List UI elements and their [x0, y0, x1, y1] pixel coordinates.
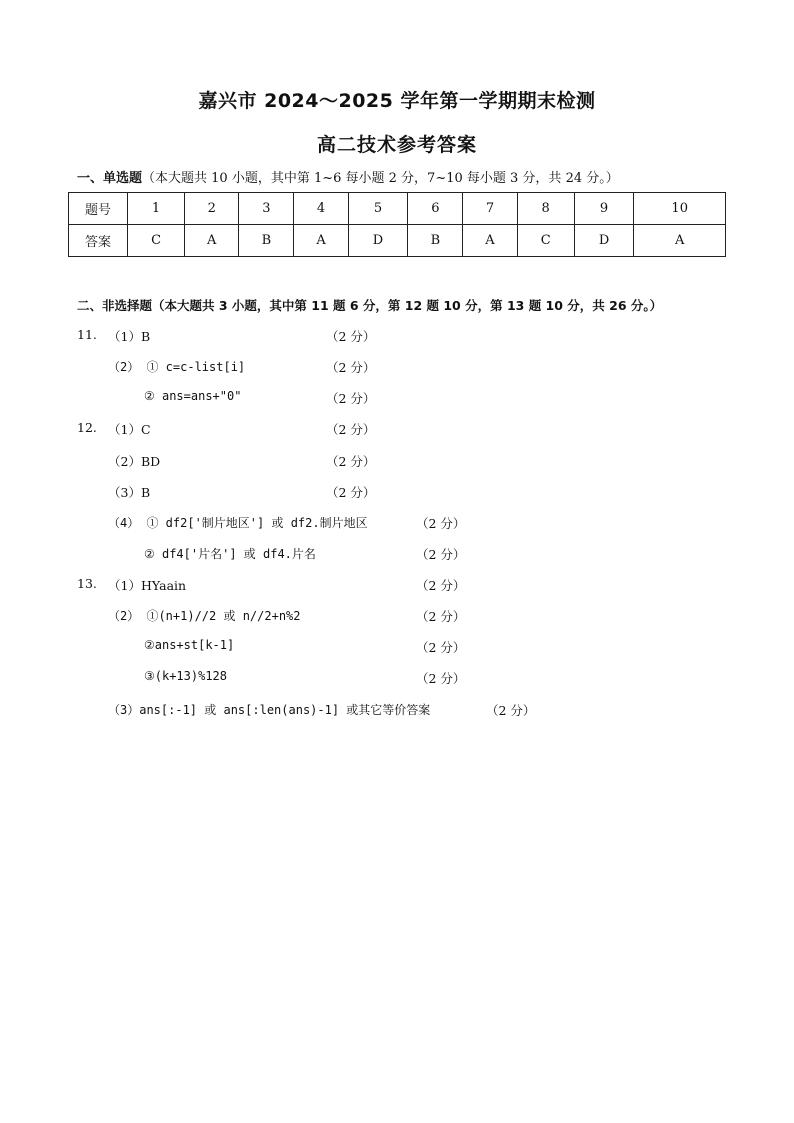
answer-table — [68, 192, 726, 257]
table-cell-answer: C — [128, 225, 185, 257]
table-row-answers — [69, 225, 726, 257]
question-number: 13. — [77, 576, 97, 591]
table-cell-answer: A — [185, 225, 239, 257]
score-text: （2 分） — [326, 485, 376, 500]
question-number: 12. — [77, 420, 97, 435]
table-cell-number: 2 — [185, 193, 239, 225]
table-row-label-question: 题号 — [69, 193, 128, 225]
table-cell-number: 6 — [408, 193, 463, 225]
question-number: 11. — [77, 327, 97, 342]
score-text: （2 分） — [326, 422, 376, 437]
table-cell-answer: B — [239, 225, 294, 257]
table-cell-answer: A — [463, 225, 517, 257]
answer-text: （3）ans[:-1] 或 ans[:len(ans)-1] 或其它等价答案 — [108, 703, 431, 717]
table-row-numbers — [69, 193, 726, 225]
answer-text: ② ans=ans+"0" — [144, 389, 242, 403]
table-cell-number: 9 — [574, 193, 634, 225]
score-text: （2 分） — [326, 391, 376, 406]
table-cell-answer: D — [574, 225, 634, 257]
table-cell-number: 7 — [463, 193, 517, 225]
table-cell-answer: B — [408, 225, 463, 257]
answer-text: （4） ① df2['制片地区'] 或 df2.制片地区 — [108, 516, 368, 530]
score-text: （2 分） — [416, 609, 466, 624]
answer-text: ②ans+st[k-1] — [144, 638, 235, 652]
table-cell-number: 10 — [634, 193, 726, 225]
score-text: （2 分） — [416, 671, 466, 686]
answer-text: ③(k+13)%128 — [144, 669, 228, 683]
score-text: （2 分） — [326, 360, 376, 375]
score-text: （2 分） — [416, 516, 466, 531]
section1-note: （本大题共 10 小题，其中第 1~6 每小题 2 分，7~10 每小题 3 分，共 24 分。） — [142, 171, 619, 186]
table-cell-number: 8 — [517, 193, 574, 225]
score-text: （2 分） — [326, 329, 376, 344]
score-text: （2 分） — [416, 640, 466, 655]
answer-text: （1）C — [108, 422, 151, 437]
table-cell-answer: A — [634, 225, 726, 257]
score-text: （2 分） — [416, 578, 466, 593]
document-title: 嘉兴市 2024～2025 学年第一学期期末检测 — [198, 90, 596, 112]
table-cell-number: 4 — [294, 193, 348, 225]
answer-text: （2）BD — [108, 454, 161, 469]
table-cell-number: 5 — [348, 193, 408, 225]
answer-text: ② df4['片名'] 或 df4.片名 — [144, 547, 316, 561]
table-cell-number: 1 — [128, 193, 185, 225]
score-text: （2 分） — [486, 703, 536, 718]
table-cell-number: 3 — [239, 193, 294, 225]
table-row-label-answer: 答案 — [69, 225, 128, 257]
answer-text: （1）B — [108, 329, 151, 344]
answer-text: （1）HYaain — [108, 578, 187, 593]
answer-text: （3）B — [108, 485, 151, 500]
score-text: （2 分） — [416, 547, 466, 562]
document-subtitle: 高二技术参考答案 — [316, 134, 477, 156]
score-text: （2 分） — [326, 454, 376, 469]
section2-heading: 二、非选择题（本大题共 3 小题，其中第 11 题 6 分，第 12 题 10 分，第 13 题 10 分，共 26 分。） — [77, 298, 663, 313]
answer-text: （2） ①(n+1)//2 或 n//2+n%2 — [108, 609, 301, 623]
answer-text: （2） ① c=c-list[i] — [108, 360, 246, 374]
table-cell-answer: A — [294, 225, 348, 257]
section1-header — [77, 167, 619, 186]
table-cell-answer: C — [517, 225, 574, 257]
section1-heading: 一、单选题 — [77, 171, 143, 186]
table-cell-answer: D — [348, 225, 408, 257]
